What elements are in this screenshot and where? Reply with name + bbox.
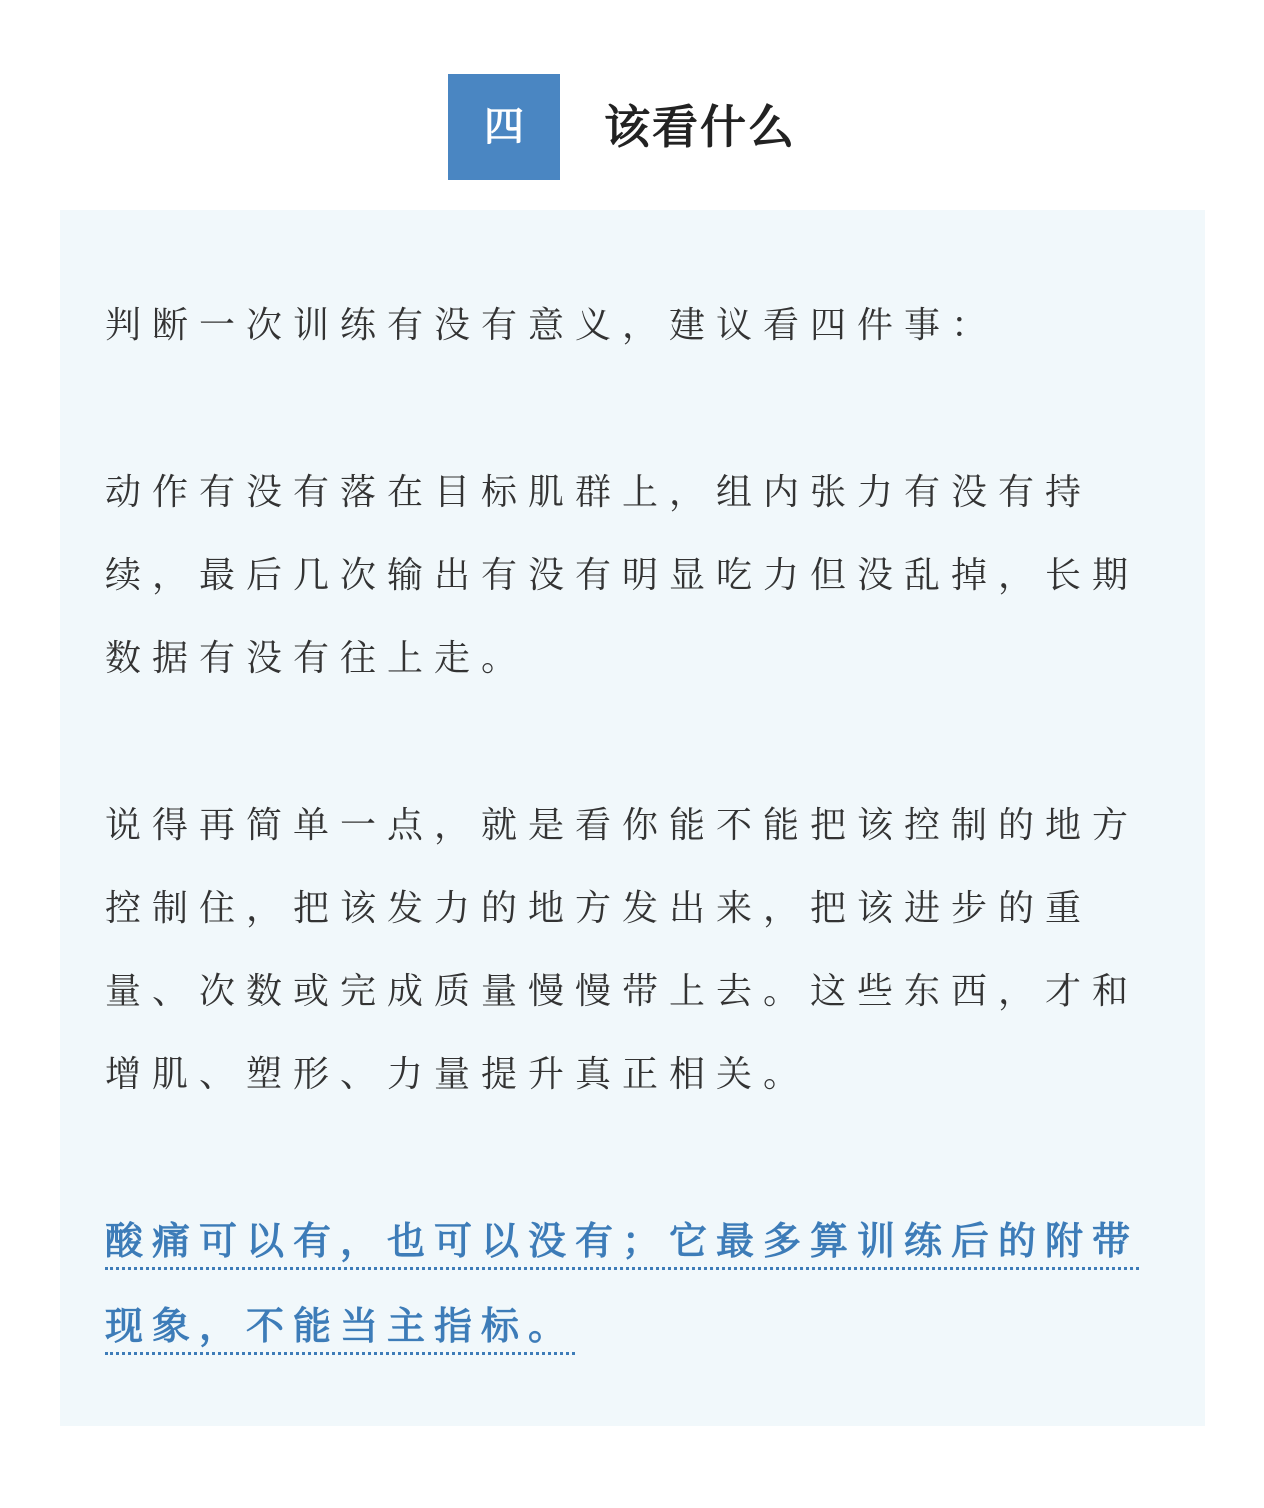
content-card [60, 210, 1205, 1426]
highlight-note-text: 酸痛可以有，也可以没有；它最多算训练后的附带现象，不能当主指标。 [105, 1219, 1139, 1355]
paragraph-intro: 判断一次训练有没有意义，建议看四件事： [105, 305, 999, 346]
section-title: 该看什么 [604, 100, 796, 154]
section-number-badge: 四 [448, 74, 560, 180]
paragraph-four-points: 动作有没有落在目标肌群上，组内张力有没有持续，最后几次输出有没有明显吃力但没乱掉，长期数据有没有往上走。 [105, 472, 1140, 679]
paragraph-summary: 说得再简单一点，就是看你能不能把该控制的地方控制住，把该发力的地方发出来，把该进步的重量、次数或完成质量慢慢带上去。这些东西，才和增肌、塑形、力量提升真正相关。 [105, 805, 1140, 1095]
section-header [0, 74, 1264, 180]
highlight-note [105, 1199, 1160, 1369]
